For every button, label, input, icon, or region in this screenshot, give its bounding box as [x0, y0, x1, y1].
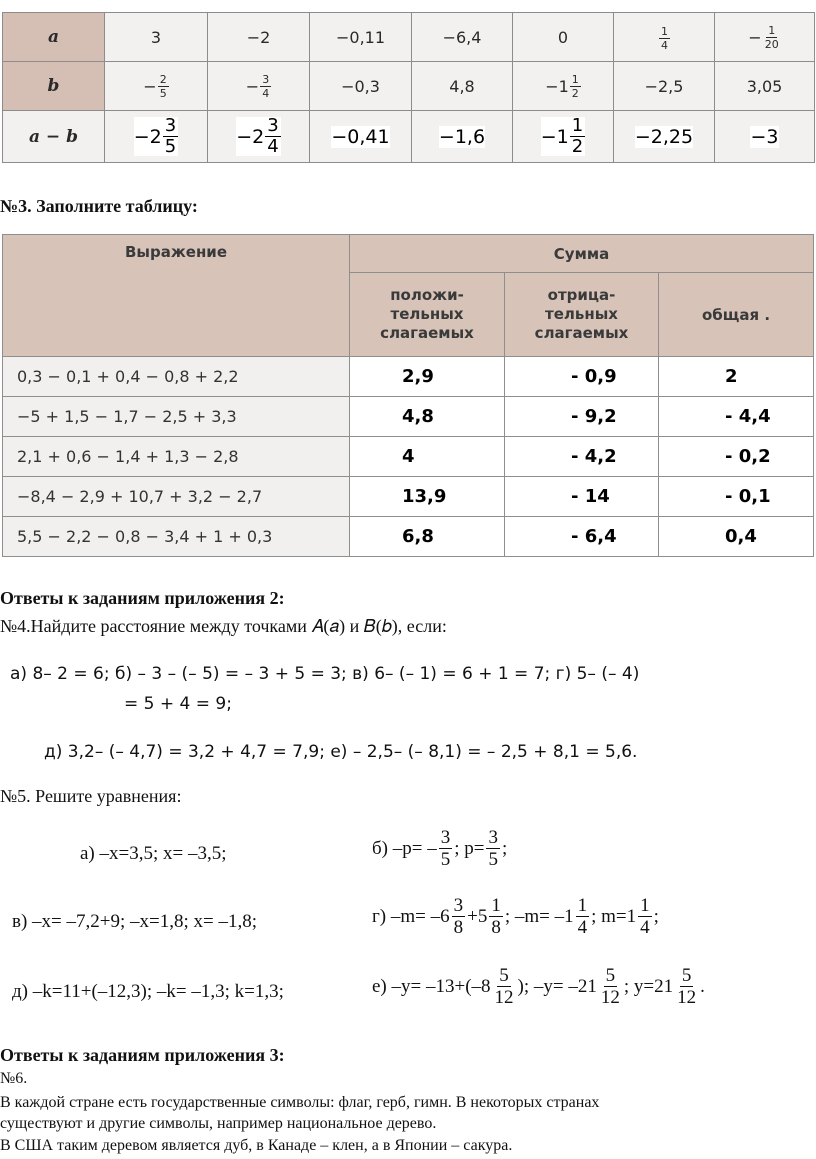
cell-value: −3 [750, 125, 779, 148]
answer-box [635, 126, 693, 148]
table-cell [614, 111, 715, 163]
cell-value: −2,25 [634, 125, 694, 148]
task6-title: №6. [0, 1070, 28, 1087]
frac-den: 12 [600, 987, 620, 1008]
frac-num: 3 [488, 827, 498, 848]
cell-value: −0,11 [335, 27, 386, 47]
answer-box [236, 117, 280, 156]
negative-sum-cell: - 6,4 [505, 517, 659, 557]
frac-den: 2 [571, 86, 579, 100]
answer-box [750, 126, 778, 148]
frac-den: 5 [164, 136, 177, 157]
expression-cell: 2,1 + 0,6 − 1,4 + 1,3 − 2,8 [3, 437, 350, 477]
frac-den: 5 [159, 86, 167, 100]
task5-title: №5. Решите уравнения: [0, 786, 182, 806]
frac-num: 1 [640, 895, 650, 916]
table-cell [310, 62, 412, 111]
frac-num: 3 [267, 115, 279, 136]
eq-e-part: ); –y= –21 [517, 975, 597, 997]
fraction [158, 74, 169, 99]
table-cell [105, 62, 208, 111]
frac-sign: − [245, 76, 260, 96]
frac-den: 4 [577, 917, 588, 938]
eq-g-part: ; –m= –1 [504, 905, 574, 927]
equation-v: в) –x= –7,2+9; –x=1,8; x= –1,8; [12, 911, 257, 932]
total-sum-cell: 2 [659, 357, 814, 397]
fraction [763, 25, 781, 50]
positive-sum-cell: 6,8 [350, 517, 505, 557]
equation-g [372, 896, 659, 937]
mixed-number [134, 117, 178, 156]
appendix3-heading: Ответы к заданиям приложения 3: [0, 1045, 285, 1065]
task3-heading: №3. Заполните таблицу: [0, 196, 198, 216]
eq-g-frac3 [576, 896, 590, 937]
equation-d: д) –k=11+(–12,3); –k= –1,3; k=1,3; [12, 981, 284, 1002]
eq-e-part: е) –y= –13+(–8 [372, 975, 491, 997]
negative-sum-cell: - 14 [505, 477, 659, 517]
fraction [659, 26, 670, 51]
cell-value: −2,5 [644, 76, 684, 96]
eq-b-frac2 [486, 828, 500, 869]
table-row [3, 437, 814, 477]
eq-g-part: г) –m= –6 [372, 905, 450, 927]
frac-num: 5 [681, 965, 692, 986]
table-cell [412, 62, 513, 111]
fraction [570, 74, 581, 99]
eq-g-part: ; [653, 905, 659, 927]
appendix2-heading: Ответы к заданиям приложения 2: [0, 588, 285, 608]
eq-b-part: б) –p= – [372, 837, 437, 859]
col-negative-header: отрица- тельных слагаемых [505, 273, 659, 357]
negative-sum-cell: - 4,2 [505, 437, 659, 477]
total-sum-cell: - 4,4 [659, 397, 814, 437]
fraction-value [748, 25, 780, 50]
frac-den: 4 [640, 917, 650, 938]
table-cell [208, 111, 310, 163]
cell-value: −2 [246, 27, 271, 47]
eq-e-part: ; y=21 [623, 975, 674, 997]
table-row [3, 517, 814, 557]
cell-value: 4,8 [449, 76, 475, 96]
frac-den: 8 [491, 917, 501, 938]
table-cell [715, 111, 815, 163]
eq-g-part: ; m=1 [591, 905, 637, 927]
table-cell [412, 111, 513, 163]
fraction [260, 74, 271, 99]
eq-g-frac1 [452, 896, 466, 937]
fraction-value [246, 74, 271, 99]
eq-e-frac2 [599, 966, 622, 1007]
table-cell [105, 111, 208, 163]
total-sum-cell: - 0,1 [659, 477, 814, 517]
eq-b-part: ; p= [454, 837, 485, 859]
positive-sum-cell: 4,8 [350, 397, 505, 437]
cell-value: −1,6 [438, 125, 486, 148]
frac-num: 3 [262, 72, 270, 86]
equation-e [372, 966, 705, 1007]
answer-box [134, 117, 178, 156]
frac-num: 1 [661, 24, 668, 38]
equation-a: а) –x=3,5; x= –3,5; [80, 843, 227, 864]
table-a-b-difference [2, 12, 815, 163]
frac-den: 4 [262, 86, 270, 100]
task6-paragraph-3: В США таким деревом является дуб, в Канаде – клен, а в Японии – сакура. [0, 1137, 513, 1154]
sum-table [2, 234, 814, 557]
table-row [3, 62, 815, 111]
positive-sum-cell: 4 [350, 437, 505, 477]
col-total-mark: . [764, 305, 771, 324]
expression-cell: 5,5 − 2,2 − 0,8 − 3,4 + 1 + 0,3 [3, 517, 350, 557]
mixed-number [236, 117, 280, 156]
col-positive-header: положи- тельных слагаемых [350, 273, 505, 357]
expression-cell: −8,4 − 2,9 + 10,7 + 3,2 − 2,7 [3, 477, 350, 517]
mixed-whole: −1 [540, 125, 569, 148]
table-row [3, 357, 814, 397]
eq-e-frac3 [675, 966, 698, 1007]
table-cell [715, 62, 815, 111]
col-total-header [659, 273, 814, 357]
eq-b-frac1 [439, 828, 453, 869]
expression-cell: 0,3 − 0,1 + 0,4 − 0,8 + 2,2 [3, 357, 350, 397]
total-sum-cell: - 0,2 [659, 437, 814, 477]
frac-num: 1 [577, 895, 588, 916]
mixed-whole: −1 [545, 76, 569, 96]
total-sum-cell: 0,4 [659, 517, 814, 557]
eq-g-part: +5 [467, 905, 488, 927]
table-cell [105, 13, 208, 62]
col-sum-header: Сумма [350, 235, 814, 273]
fraction-value [143, 74, 168, 99]
frac-den: 20 [764, 37, 779, 51]
fraction [163, 117, 178, 156]
eq-g-frac2 [489, 896, 503, 937]
frac-den: 2 [571, 136, 584, 157]
table-row [3, 397, 814, 437]
eq-g-frac4 [638, 896, 652, 937]
frac-num: 3 [440, 827, 451, 848]
table-row [3, 111, 815, 163]
cell-value: −0,41 [331, 125, 390, 148]
fraction-value [658, 26, 670, 51]
expression-cell: −5 + 1,5 − 1,7 − 2,5 + 3,3 [3, 397, 350, 437]
frac-den: 12 [494, 987, 514, 1008]
task6-paragraph-1: В каждой стране есть государственные символы: флаг, герб, гимн. В некоторых странах [0, 1094, 600, 1111]
eq-e-frac1 [493, 966, 516, 1007]
negative-sum-cell: - 9,2 [505, 397, 659, 437]
table-row [3, 13, 815, 62]
table-a-b-body [3, 13, 815, 163]
answer-box [541, 117, 585, 156]
table-cell [513, 111, 614, 163]
positive-sum-cell: 13,9 [350, 477, 505, 517]
answer-box [439, 126, 485, 148]
frac-num: 1 [571, 72, 579, 86]
frac-den: 4 [661, 38, 668, 52]
cell-value: −0,3 [341, 76, 380, 96]
frac-num: 1 [491, 895, 501, 916]
table-row [3, 477, 814, 517]
frac-den: 4 [267, 136, 279, 157]
frac-num: 2 [159, 72, 167, 86]
answer-box [331, 126, 389, 148]
table-cell [412, 13, 513, 62]
positive-sum-cell: 2,9 [350, 357, 505, 397]
eq-e-part: . [700, 975, 705, 997]
cell-value: −6,4 [442, 27, 482, 47]
fraction [265, 117, 280, 156]
mixed-number [545, 74, 581, 99]
mixed-whole: −2 [133, 125, 162, 148]
table-cell [310, 13, 412, 62]
frac-num: 5 [499, 965, 509, 986]
row-header-1: a [3, 13, 105, 62]
table-cell [208, 13, 310, 62]
col-expression-header: Выражение [3, 235, 350, 357]
cell-value: 3,05 [746, 76, 783, 96]
task4-line1: а) 8– 2 = 6; б) – 3 – (– 5) = – 3 + 5 = 3; в) 6– (– 1) = 6 + 1 = 7; г) 5– (– 4) [10, 664, 640, 684]
table-cell [208, 62, 310, 111]
table-cell [310, 111, 412, 163]
table-cell [715, 13, 815, 62]
task6-paragraph-2: существуют и другие символы, например национальное дерево. [0, 1115, 437, 1132]
row-header-3: a − b [3, 111, 105, 163]
eq-b-part: ; [501, 837, 508, 859]
task4-line3: д) 3,2– (– 4,7) = 3,2 + 4,7 = 7,9; е) – 2,5– (– 8,1) = – 2,5 + 8,1 = 5,6. [44, 742, 638, 762]
task4-line2: = 5 + 4 = 9; [124, 694, 232, 714]
sum-table-body [3, 357, 814, 557]
frac-den: 5 [440, 849, 451, 870]
cell-value: 3 [150, 27, 162, 47]
cell-value: 0 [557, 27, 569, 47]
table-cell [614, 13, 715, 62]
frac-num: 3 [164, 115, 177, 136]
fraction [570, 117, 585, 156]
frac-den: 5 [488, 849, 498, 870]
negative-sum-cell: - 0,9 [505, 357, 659, 397]
frac-num: 3 [453, 895, 464, 916]
mixed-number [541, 117, 585, 156]
frac-sign: − [748, 27, 762, 47]
frac-den: 12 [677, 987, 697, 1008]
task4-title: №4.Найдите расстояние между точками 𝐴(𝑎) и 𝐵(𝑏), если: [0, 616, 447, 636]
mixed-whole: −2 [236, 125, 265, 148]
frac-num: 1 [571, 115, 584, 136]
frac-num: 1 [768, 23, 776, 37]
frac-den: 8 [453, 917, 464, 938]
col-total-label: общая [701, 305, 760, 324]
table-cell [614, 62, 715, 111]
equation-b [372, 828, 507, 869]
table-cell [513, 13, 614, 62]
table-cell [513, 62, 614, 111]
row-header-2: b [3, 62, 105, 111]
frac-sign: − [143, 76, 157, 96]
frac-num: 5 [605, 965, 616, 986]
